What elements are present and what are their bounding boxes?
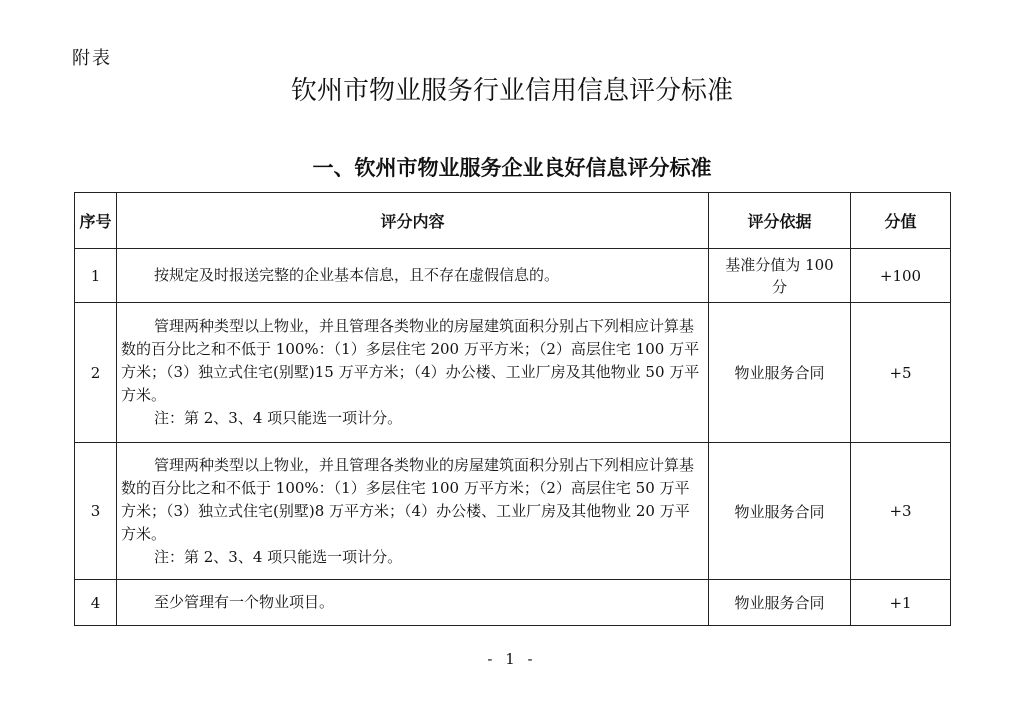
- row-content: [117, 580, 709, 626]
- content-text: 管理两种类型以上物业，并且管理各类物业的房屋建筑面积分别占下列相应计算基数的百分比之和不低于 100%：（1）多层住宅 100 万平方米；（2）高层住宅 50 万平方米；（3）独立式住宅(别墅)8 万平方米；（4）办公楼、工业厂房及其他物业 20 万平方米。: [121, 455, 695, 543]
- annex-label: 附表: [72, 48, 112, 69]
- table-row: [75, 249, 951, 303]
- main-title: 钦州市物业服务行业信用信息评分标准: [290, 76, 733, 106]
- scoring-table: [74, 192, 951, 626]
- row-no: 3: [75, 443, 117, 580]
- table-row: [75, 303, 951, 443]
- row-score: +100: [851, 249, 951, 303]
- row-no: 4: [75, 580, 117, 626]
- basis-line: 基准分值为 100: [725, 255, 834, 274]
- row-score: +1: [851, 580, 951, 626]
- content-text: 管理两种类型以上物业，并且管理各类物业的房屋建筑面积分别占下列相应计算基数的百分比之和不低于 100%：（1）多层住宅 200 万平方米；（2）高层住宅 100 万平方米；（3）独立式住宅(别墅)15 万平方米；（4）办公楼、工业厂房及其他物业 50 万平方米。: [121, 317, 700, 404]
- row-basis: 物业服务合同: [709, 443, 851, 580]
- header-score: 分值: [851, 193, 951, 249]
- row-content: [117, 443, 709, 580]
- header-basis: 评分依据: [709, 193, 851, 249]
- row-score: +5: [851, 303, 951, 443]
- content-note: 注：第 2、3、4 项只能选一项计分。: [154, 547, 403, 566]
- header-no: 序号: [75, 193, 117, 249]
- table-row: [75, 580, 951, 626]
- basis-line: 分: [771, 277, 787, 296]
- row-no: 1: [75, 249, 117, 303]
- row-basis: 物业服务合同: [709, 303, 851, 443]
- content-text: 至少管理有一个物业项目。: [154, 593, 335, 611]
- row-content: [117, 303, 709, 443]
- page-number: - 1 -: [487, 650, 537, 668]
- row-content: [117, 249, 709, 303]
- row-no: 2: [75, 303, 117, 443]
- header-content: 评分内容: [117, 193, 709, 249]
- row-basis: [709, 249, 851, 303]
- row-score: +3: [851, 443, 951, 580]
- table-header-row: [75, 193, 951, 249]
- table-row: [75, 443, 951, 580]
- row-basis: 物业服务合同: [709, 580, 851, 626]
- section-title: 一、钦州市物业服务企业良好信息评分标准: [312, 156, 712, 180]
- content-text: 按规定及时报送完整的企业基本信息，且不存在虚假信息的。: [154, 266, 560, 284]
- content-note: 注：第 2、3、4 项只能选一项计分。: [154, 409, 403, 427]
